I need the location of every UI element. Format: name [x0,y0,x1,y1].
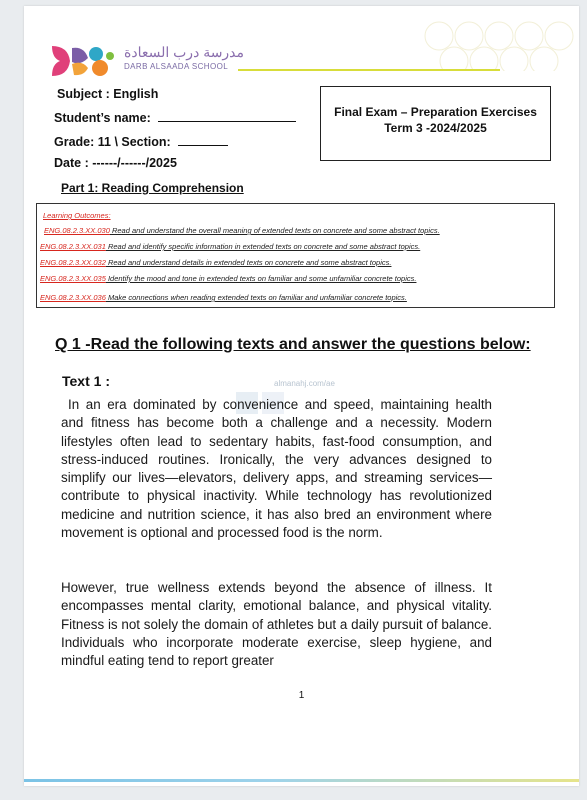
student-name-row [54,110,296,125]
learning-outcome-item [40,242,420,251]
outcome-text: Read and identify specific information in extended texts on concrete and some abstract topics. [105,242,421,251]
outcome-code: ENG.08.2.3.XX.035 [40,274,106,283]
subject-label: Subject : English [57,87,159,101]
learning-outcome-item [40,274,416,283]
school-name-arabic: مدرسة درب السعادة [124,44,245,60]
header-divider [238,69,500,71]
student-name-field[interactable] [158,110,296,122]
learning-outcome-item [40,258,391,267]
footer-bar [24,779,579,782]
text-paragraph-1: In an era dominated by convenience and speed, maintaining health and fitness has become both a challenge and a necessity. Modern lifestyles often lead to sedentary habits, fast-food consumption, and stress-induced routines. Ironically, the very advances designed to simplify our lives—elevators, delivery apps, and streaming services—contribute to physical inactivity. While technology has revolutionized medicine and nutrition science, it has also bred an environment where movement is optional and processed food is the norm. [61,397,492,541]
grade-section-label: Grade: 11 \ Section: [54,135,171,149]
outcome-code: ENG.08.2.3.XX.030 [44,226,110,235]
page-number: 1 [298,690,305,701]
learning-outcomes-box [36,203,555,308]
exam-term: Term 3 -2024/2025 [384,121,487,135]
learning-outcome-item [40,293,407,302]
school-name-english: DARB ALSAADA SCHOOL [124,62,229,71]
outcome-code: ENG.08.2.3.XX.036 [40,293,106,302]
outcome-code: ENG.08.2.3.XX.031 [40,242,106,251]
student-name-label: Student’s name: [54,111,151,125]
learning-outcome-item [44,226,440,235]
date-label: Date : ------/------/2025 [54,156,177,170]
outcome-text: Identify the mood and tone in extended texts on familiar and some unfamiliar concrete topics. [105,274,417,283]
watermark-text: almanahj.com/ae [274,379,335,388]
outcome-text: Make connections when reading extended texts on familiar and unfamiliar concrete topics. [105,293,407,302]
outcome-code: ENG.08.2.3.XX.032 [40,258,106,267]
outcome-text: Read and understand the overall meaning of extended texts on concrete and some abstract topics. [109,226,440,235]
school-logo-icon [50,44,114,78]
decorative-pattern-icon [419,16,579,71]
grade-section-row [54,134,228,149]
text-paragraph-2: However, true wellness extends beyond the absence of illness. It encompasses mental clarity, emotional balance, and physical vitality. Fitness is not solely the domain of athletes but a daily pursuit of balance. Individuals who incorporate moderate exercise, sleep hygiene, and mindful eating tend to report greater [61,580,492,669]
exam-title: Final Exam – Preparation Exercises [334,105,537,119]
section-field[interactable] [178,134,228,146]
exam-title-box [320,86,551,161]
text-label: Text 1 : [62,373,110,389]
question-title: Q 1 -Read the following texts and answer the questions below: [55,336,531,353]
outcome-text: Read and understand details in extended texts on concrete and some abstract topics. [105,258,392,267]
part-title: Part 1: Reading Comprehension [61,181,244,195]
exam-page [24,6,579,786]
learning-outcomes-heading: Learning Outcomes: [43,211,111,220]
